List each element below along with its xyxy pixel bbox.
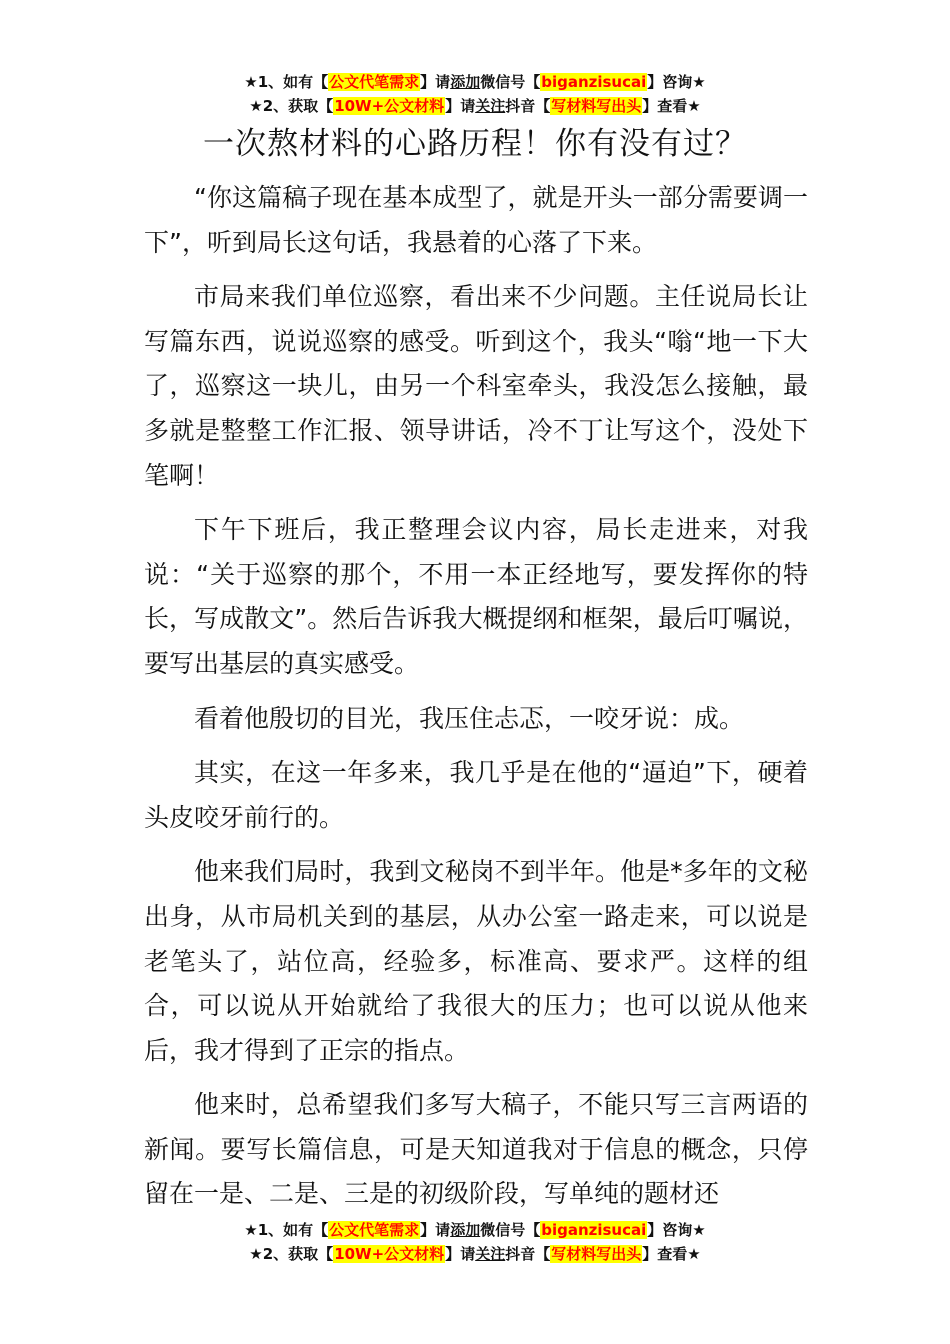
paragraph: 下午下班后，我正整理会议内容，局长走进来，对我说：“关于巡察的那个，不用一本正经地写，要发挥你的特长，写成散文”。然后告诉我大概提纲和框架，最后叮嘱说，要写出基层的真实感受。 xyxy=(144,515,808,678)
paragraph: 他来我们局时，我到文秘岗不到半年。他是*多年的文秘出身，从市局机关到的基层，从办公室一路走来，可以说是老笔头了，站位高，经验多，标准高、要求严。这样的组合，可以说从开始就给了我很大的压力；也可以说从他来后，我才得到了正宗的指点。 xyxy=(144,857,808,1065)
bottom-promo-banner xyxy=(0,1218,950,1266)
paragraph: 看着他殷切的目光，我压住忐忑，一咬牙说：成。 xyxy=(194,703,745,733)
page-title: 一次熬材料的心路历程！你有没有过？ xyxy=(203,126,747,162)
promo-line-2: ★2、获取【10W+公文材料】请关注抖音【写材料写出头】查看★ xyxy=(249,1245,701,1263)
highlight-materials: 10W+公文材料 xyxy=(334,1245,445,1263)
highlight-service: 公文代笔需求 xyxy=(329,73,420,91)
highlight-service: 公文代笔需求 xyxy=(329,1221,420,1239)
highlight-wechat-id: biganzisucai xyxy=(541,1221,647,1239)
paragraph: 他来时，总希望我们多写大稿子，不能只写三言两语的新闻。要写长篇信息，可是天知道我对于信息的概念，只停留在一是、二是、三是的初级阶段，写单纯的题材还 xyxy=(144,1090,808,1209)
promo-line-1: ★1、如有【公文代笔需求】请添加微信号【biganzisucai】咨询★ xyxy=(244,1221,706,1239)
highlight-materials: 10W+公文材料 xyxy=(334,97,445,115)
promo-line-2: ★2、获取【10W+公文材料】请关注抖音【写材料写出头】查看★ xyxy=(249,97,701,115)
article-body xyxy=(144,176,808,1227)
highlight-douyin: 写材料写出头 xyxy=(551,1245,642,1263)
paragraph: 市局来我们单位巡察，看出来不少问题。主任说局长让写篇东西，说说巡察的感受。听到这个，我头“嗡“地一下大了，巡察这一块儿，由另一个科室牵头，我没怎么接触，最多就是整整工作汇报、领导讲话，冷不丁让写这个，没处下笔啊！ xyxy=(144,282,808,490)
paragraph: 其实，在这一年多来，我几乎是在他的“逼迫”下，硬着头皮咬牙前行的。 xyxy=(144,758,808,832)
highlight-douyin: 写材料写出头 xyxy=(551,97,642,115)
highlight-wechat-id: biganzisucai xyxy=(541,73,647,91)
promo-line-1: ★1、如有【公文代笔需求】请添加微信号【biganzisucai】咨询★ xyxy=(244,73,706,91)
paragraph: “你这篇稿子现在基本成型了，就是开头一部分需要调一下”，听到局长这句话，我悬着的心落了下来。 xyxy=(144,183,808,257)
top-promo-banner xyxy=(0,70,950,118)
